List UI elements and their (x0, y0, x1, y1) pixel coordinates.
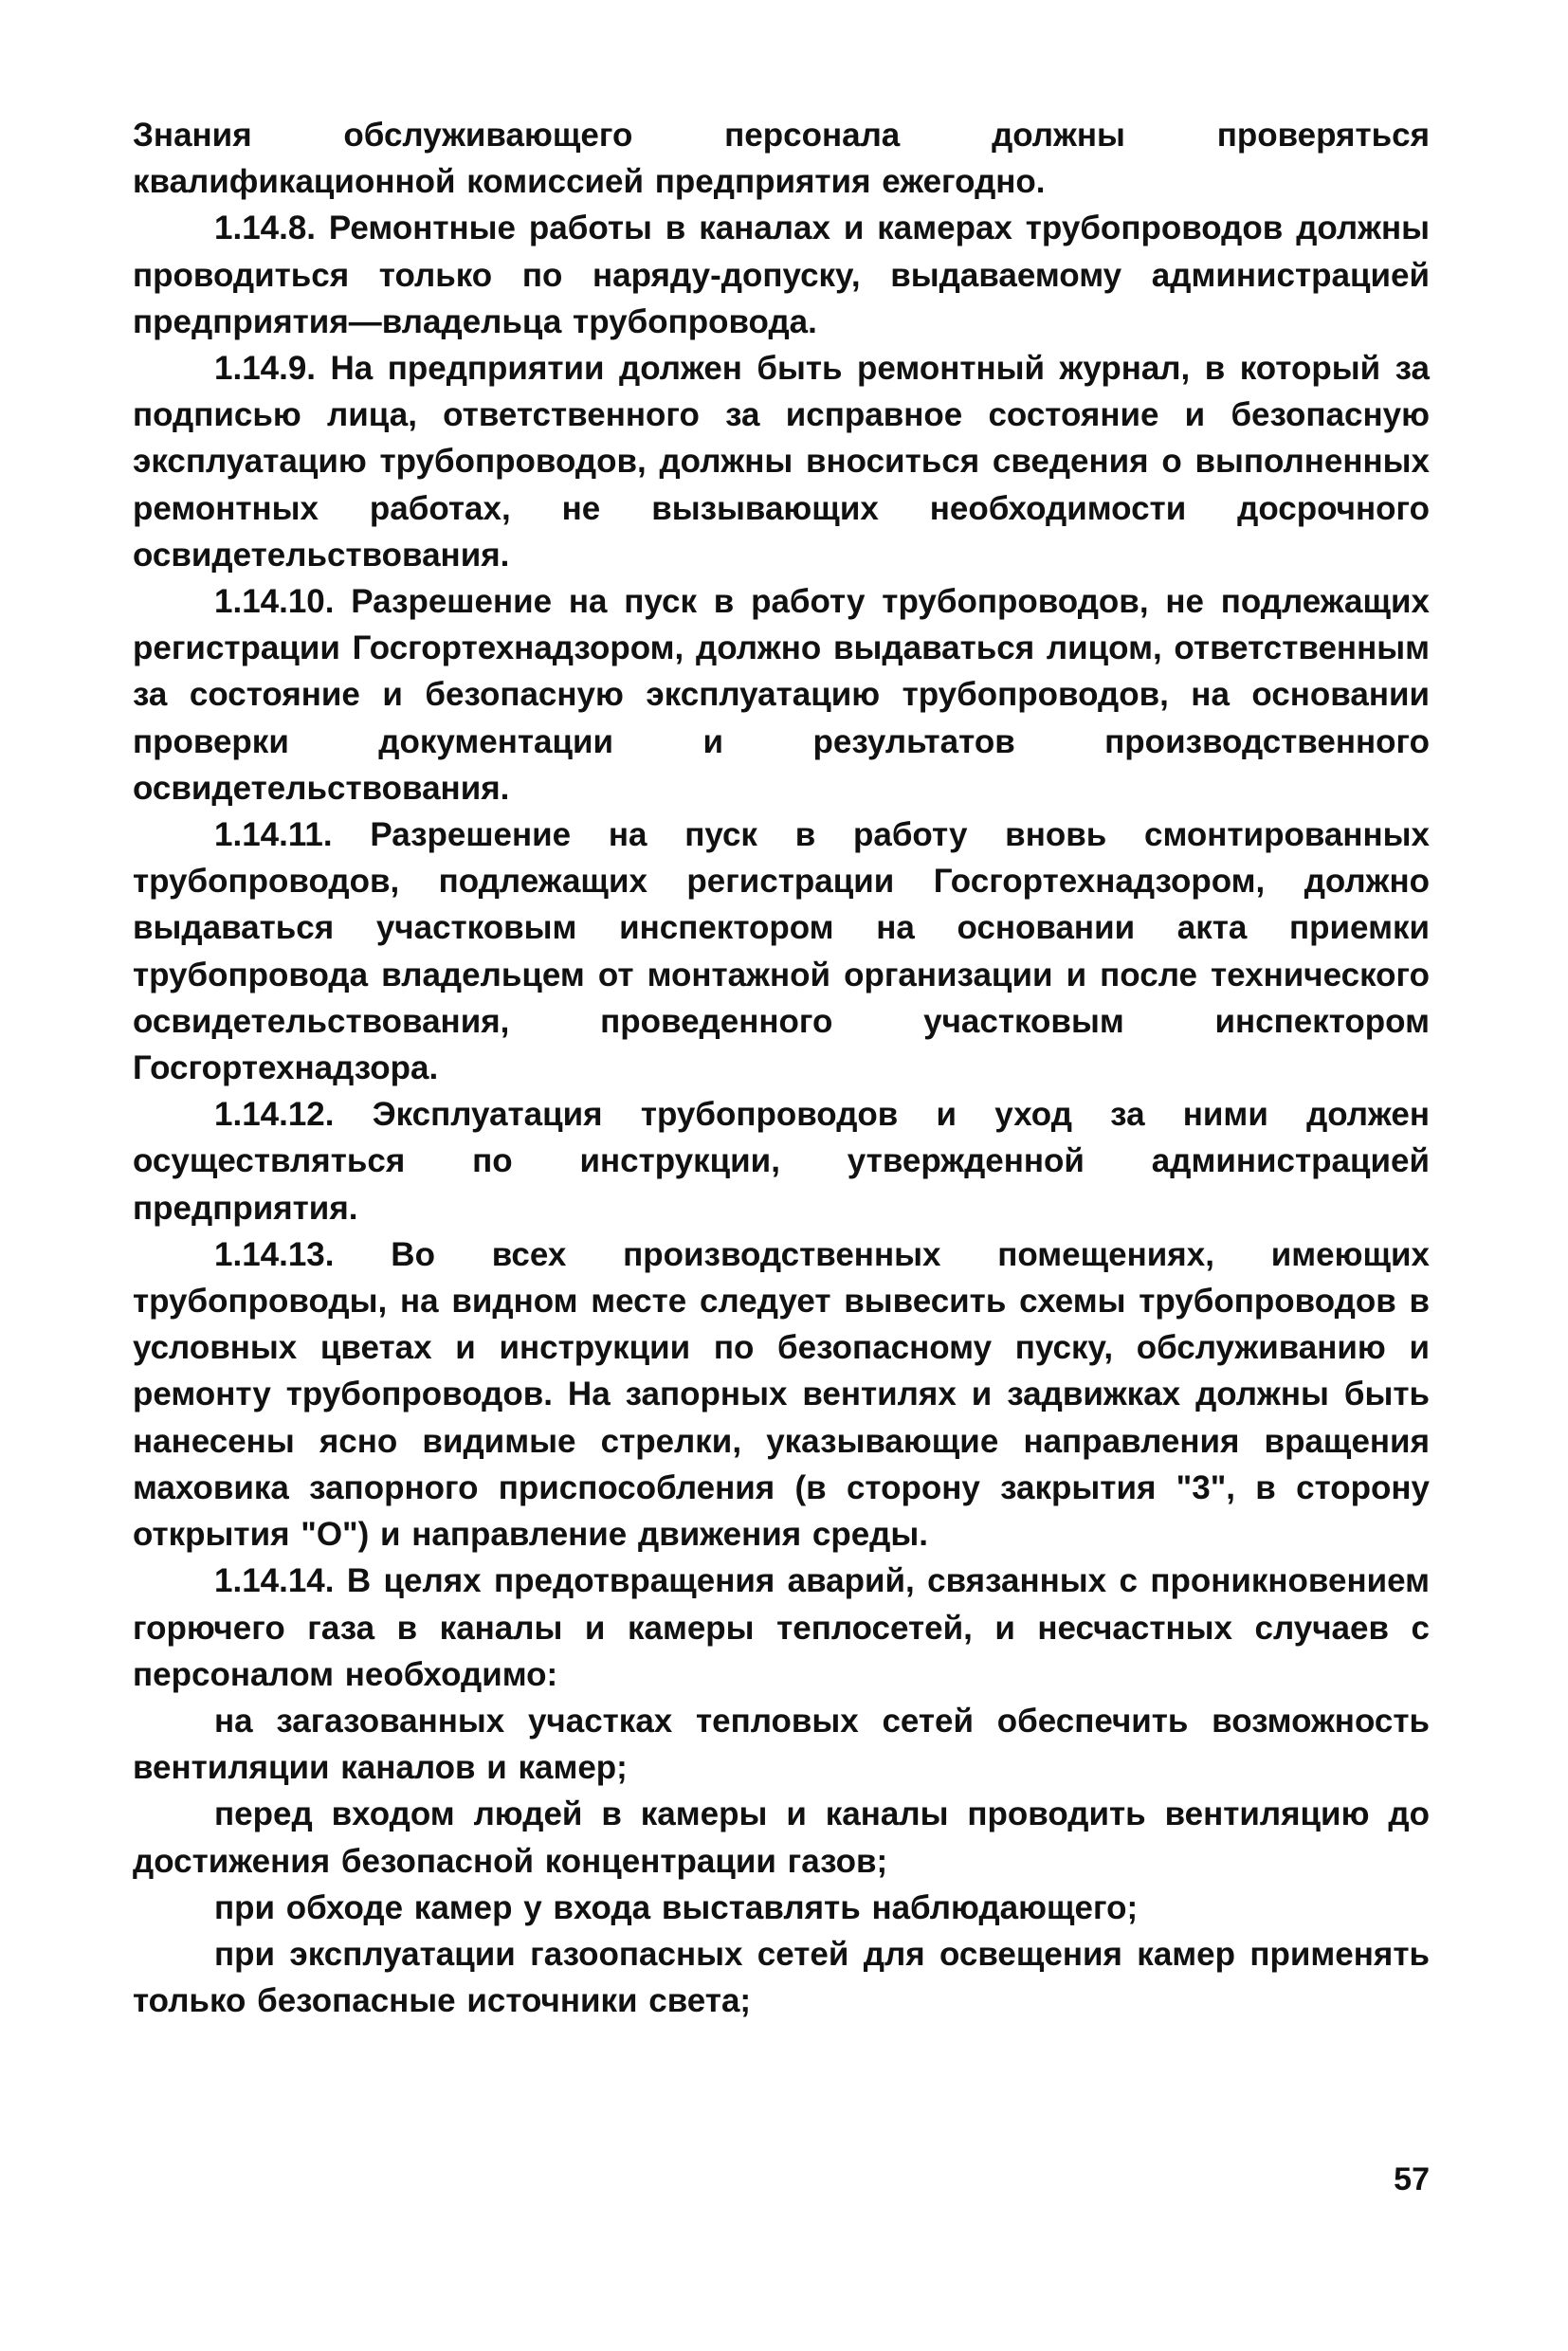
page-number: 57 (1394, 2161, 1430, 2197)
list-item-observer: при обходе камер у входа выставлять наблюдающего; (214, 1888, 1139, 1926)
paragraph-1-14-14: 1.14.14. В целях предотвращения аварий, связанных с проникновением горючего газа в каналы и камеры теплосетей, и несчастных случаев с персоналом необходимо: (133, 1562, 1430, 1693)
list-item-ventilation: на загазованных участках тепловых сетей обеспечить возможность вентиляции каналов и камер; (133, 1702, 1430, 1787)
paragraph-personnel-knowledge: Знания обслуживающего персонала должны проверяться квалификационной комиссией предприятия ежегодно. (133, 117, 1430, 201)
paragraph-1-14-12: 1.14.12. Эксплуатация трубопроводов и уход за ними должен осуществляться по инструкции, утвержденной администрацией предприятия. (133, 1096, 1430, 1227)
paragraph-1-14-8: 1.14.8. Ремонтные работы в каналах и камерах трубопроводов должны проводиться только по наряду-допуску, выдаваемому администрацией предприятия—владельца трубопровода. (133, 210, 1430, 340)
list-item-before-entry: перед входом людей в камеры и каналы проводить вентиляцию до достижения безопасной концентрации газов; (133, 1795, 1430, 1880)
paragraph-1-14-13: 1.14.13. Во всех производственных помещениях, имеющих трубопроводы, на видном месте следует вывесить схемы трубопроводов в условных цветах и инструкции по безопасному пуску, обслуживанию и ремонту трубопроводов. На запорных вентилях и задвижках должны быть нанесены ясно видимые стрелки, указывающие направления вращения маховика запорного приспособления (в сторону закрытия "3", в сторону открытия "О") и направление движения среды. (133, 1235, 1430, 1554)
list-item-safe-lighting: при эксплуатации газоопасных сетей для освещения камер применять только безопасные источники света; (133, 1935, 1430, 2020)
paragraph-1-14-9: 1.14.9. На предприятии должен быть ремонтный журнал, в который за подписью лица, ответственного за исправное состояние и безопасную эксплуатацию трубопроводов, должны вноситься сведения о выполненных ремонтных работах, не вызывающих необходимости досрочного освидетельствования. (133, 350, 1430, 574)
paragraph-1-14-11: 1.14.11. Разрешение на пуск в работу вновь смонтированных трубопроводов, подлежащих регистрации Госгортехнадзором, должно выдаваться участковым инспектором на основании акта приемки трубопровода владельцем от монтажной организации и после технического освидетельствования, проведенного участковым инспектором Госгортехнадзора. (133, 816, 1430, 1087)
paragraph-1-14-10: 1.14.10. Разрешение на пуск в работу трубопроводов, не подлежащих регистрации Госгортехнадзором, должно выдаваться лицом, ответственным за состояние и безопасную эксплуатацию трубопроводов, на основании проверки документации и результатов производственного освидетельствования. (133, 583, 1430, 807)
document-page-body (133, 112, 1430, 2024)
